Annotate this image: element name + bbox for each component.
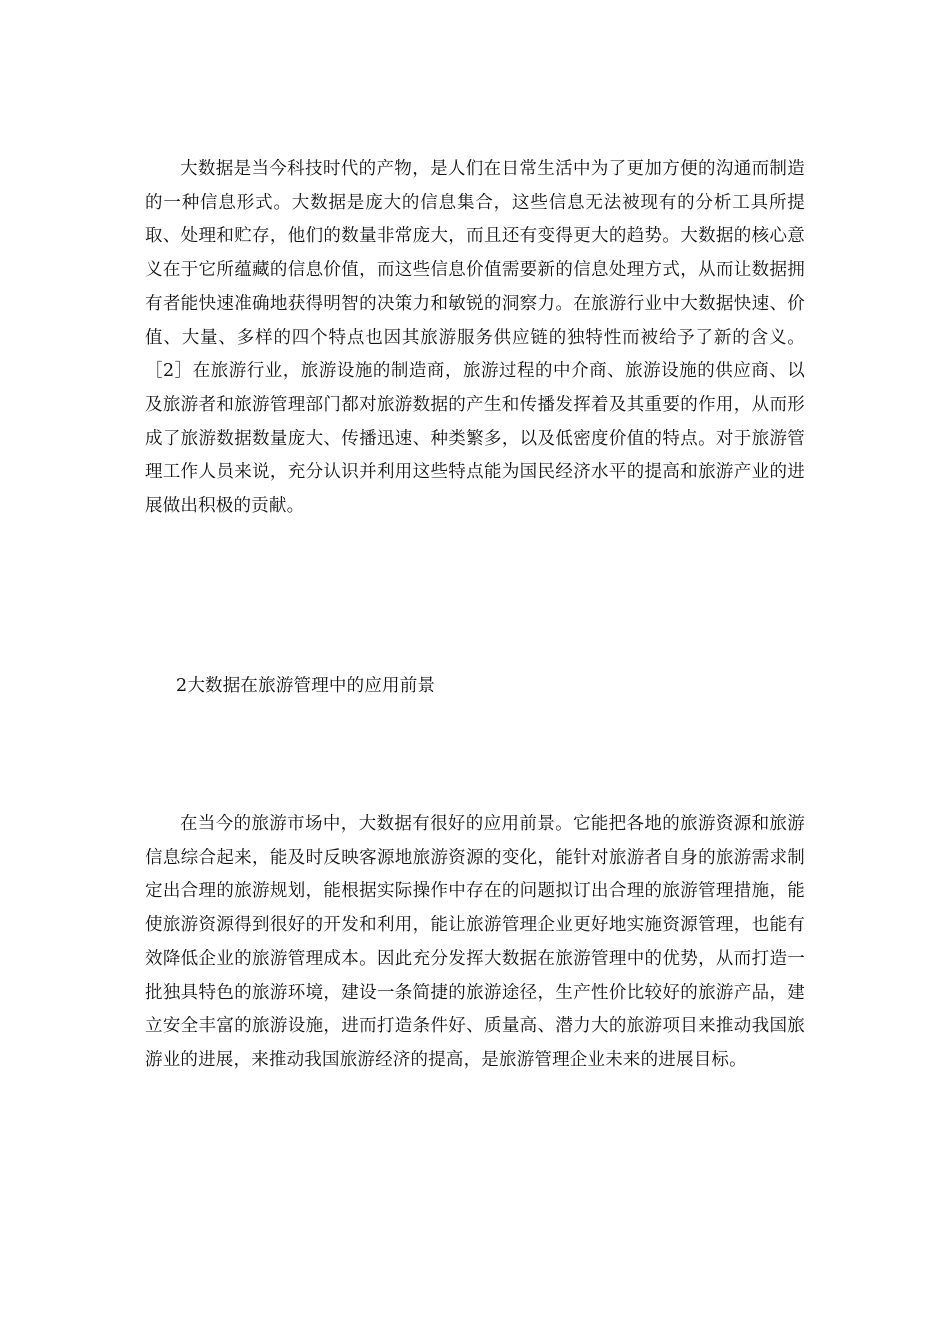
body-paragraph-2: 在当今的旅游市场中，大数据有很好的应用前景。它能把各地的旅游资源和旅游信息综合起来，能及时反映客源地旅游资源的变化，能针对旅游者自身的旅游需求制定出合理的旅游规划，能根据实际操作中存在的问题拟订出合理的旅游管理措施，能使旅游资源得到很好的开发和利用，能让旅游管理企业更好地实施资源管理，也能有效降低企业的旅游管理成本。因此充分发挥大数据在旅游管理中的优势，从而打造一批独具特色的旅游环境，建设一条简捷的旅游途径，生产性价比较好的旅游产品，建立安全丰富的旅游设施，进而打造条件好、质量高、潜力大的旅游项目来推动我国旅游业的进展，来推动我国旅游经济的提高，是旅游管理企业未来的进展目标。	[145, 814, 805, 1070]
section-heading: 2大数据在旅游管理中的应用前景	[176, 676, 436, 696]
body-paragraph-1: 大数据是当今科技时代的产物，是人们在日常生活中为了更加方便的沟通而制造的一种信息形式。大数据是庞大的信息集合，这些信息无法被现有的分析工具所提取、处理和贮存，他们的数量非常庞大，而且还有变得更大的趋势。大数据的核心意义在于它所蕴藏的信息价值，而这些信息价值需要新的信息处理方式，从而让数据拥有者能快速准确地获得明智的决策力和敏锐的洞察力。在旅游行业中大数据快速、价值、大量、多样的四个特点也因其旅游服务供应链的独特性而被给予了新的含义。［2］在旅游行业，旅游设施的制造商，旅游过程的中介商、旅游设施的供应商、以及旅游者和旅游管理部门都对旅游数据的产生和传播发挥着及其重要的作用，从而形成了旅游数据数量庞大、传播迅速、种类繁多，以及低密度价值的特点。对于旅游管理工作人员来说，充分认识并利用这些特点能为国民经济水平的提高和旅游产业的进展做出积极的贡献。	[145, 159, 805, 517]
